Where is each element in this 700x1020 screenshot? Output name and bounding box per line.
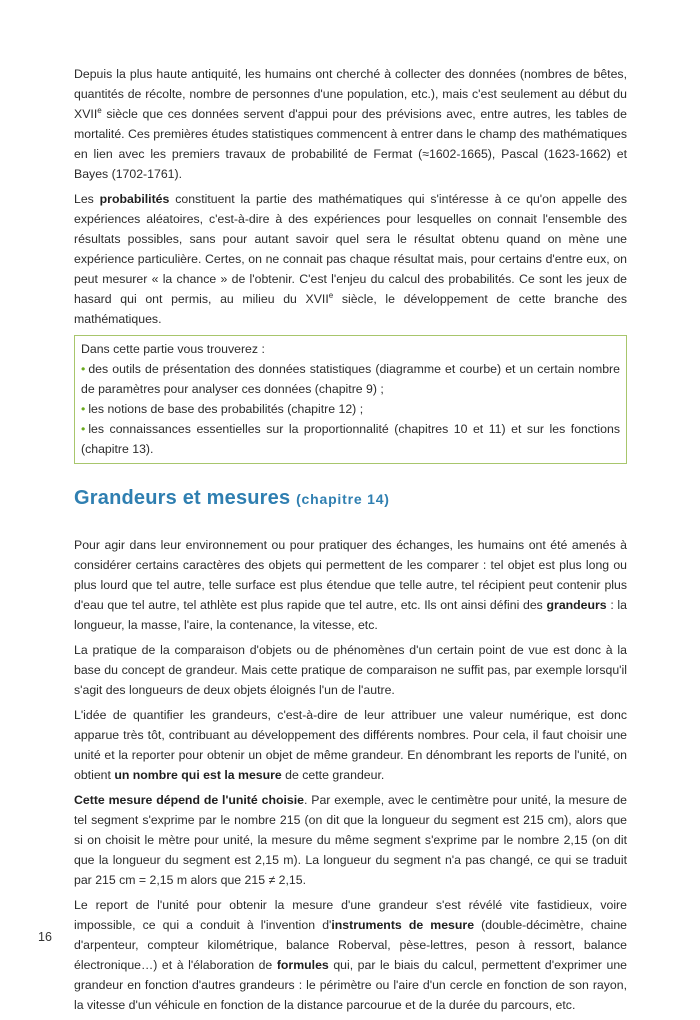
section-heading — [74, 485, 627, 512]
summary-box-lead: Dans cette partie vous trouverez : — [81, 342, 265, 356]
text: Le report de l'unité pour obtenir la mesure d'une grandeur s'est révélé vite fastidieux, voire impossible, ce qui a conduit à l'invention d' — [74, 898, 627, 932]
text: L'idée de quantifier les grandeurs, c'est-à-dire de leur attribuer une valeur numérique, est donc apparue très tôt, contribuant au développement des différents nombres. Pour cela, il faut choisir une unité et la reporter pour obtenir un objet de même grandeur. En dénombrant les reports de l'unité, on obtient — [74, 708, 627, 782]
text: constituent la partie des mathématiques qui s'intéresse à ce qu'on appelle des expériences aléatoires, c'est-à-dire à des expériences pour lesquelles on connait l'ensemble des résultats possibles, sans pour autant savoir quel sera le résultat obtenu quand on mène une expérience particulière. Certes, on ne connait pas chaque résultat mais, pour certains d'entre eux, on peut mesurer « la chance » de l'obtenir. C'est l'enjeu du calcul des probabilités. Ce sont les jeux de hasard qui ont permis, au milieu du XVII — [74, 192, 627, 306]
text: de cette grandeur. — [281, 768, 385, 782]
intro-paragraph-1 — [74, 64, 627, 184]
body-paragraph-4 — [74, 790, 627, 890]
summary-item-text: les connaissances essentielles sur la proportionnalité (chapitres 10 et 11) et sur les fonctions (chapitre 13). — [81, 422, 620, 456]
section-title: Grandeurs et mesures — [74, 487, 291, 509]
summary-item-text: des outils de présentation des données statistiques (diagramme et courbe) et un certain nombre de paramètres pour analyser ces données (chapitre 9) ; — [81, 362, 620, 396]
bullet-icon: • — [81, 362, 86, 376]
body-paragraph-5 — [74, 895, 627, 1015]
keyword-unite: Cette mesure dépend de l'unité choisie — [74, 793, 304, 807]
bullet-icon: • — [81, 422, 86, 436]
section-subtitle: (chapitre 14) — [296, 491, 390, 507]
keyword-instruments: instruments de mesure — [331, 918, 475, 932]
text: (double-décimètre, chaine d'arpenteur, compteur kilométrique, balance Roberval, pèse-lettres, peson à ressort, balance électronique…) et à l'élaboration de — [74, 918, 627, 972]
keyword-formules: formules — [276, 958, 329, 972]
text: Depuis la plus haute antiquité, les humains ont cherché à collecter des données (nombres de bêtes, quantités de récolte, nombre de personnes d'une population, etc.), mais c'est seulement au début du XVII — [74, 67, 627, 121]
text: : la longueur, la masse, l'aire, la contenance, la vitesse, etc. — [74, 598, 627, 632]
superscript: e — [328, 290, 334, 300]
text: qui, par le biais du calcul, permettent d'exprimer une grandeur en fonction d'autres grandeurs : le périmètre ou l'aire d'un cercle en fonction de son rayon, la vitesse d'un véhicule en fonction de la distance parcourue et de la durée du parcours, etc. — [74, 958, 627, 1012]
bullet-icon: • — [81, 402, 86, 416]
keyword-grandeurs: grandeurs — [546, 598, 607, 612]
body-paragraph-3 — [74, 705, 627, 785]
text: siècle, le développement de cette branche des mathématiques. — [74, 292, 627, 326]
body-paragraph-2: La pratique de la comparaison d'objets ou de phénomènes d'un certain point de vue est donc à la base du concept de grandeur. Mais cette pratique de comparaison ne suffit pas, par exemple lorsqu'il s'agit des longueurs de deux objets éloignés l'un de l'autre. — [74, 643, 627, 697]
summary-box-item — [81, 359, 620, 399]
page-number: 16 — [38, 930, 52, 944]
text: . Par exemple, avec le centimètre pour unité, la mesure de tel segment s'exprime par le nombre 215 (on dit que la longueur du segment est 215 cm), alors que si on choisit le mètre pour unité, la mesure du même segment s'exprime par le nombre 2,15 (on dit que la longueur du segment est 2,15 m). La longueur du segment n'a pas changé, ce qui se traduit par 215 cm = 2,15 m alors que 215 ≠ 2,15. — [74, 793, 627, 887]
summary-box-item — [81, 399, 620, 419]
body-paragraph-1 — [74, 535, 627, 635]
summary-box-item — [81, 419, 620, 459]
summary-item-text: les notions de base des probabilités (chapitre 12) ; — [88, 402, 364, 416]
keyword-probabilites: probabilités — [99, 192, 170, 206]
text: Les — [74, 192, 100, 206]
text: Pour agir dans leur environnement ou pour pratiquer des échanges, les humains ont été amenés à considérer certains caractères des objets qui permettent de les comparer : tel objet est plus long ou plus lourd que tel autre, telle surface est plus étendue que telle autre, tel récipient peut contenir plus d'eau que tel autre, tel athlète est plus rapide que tel autre, etc. Ils ont ainsi défini des — [74, 538, 627, 612]
superscript: e — [97, 105, 102, 115]
page-content — [74, 64, 627, 1020]
keyword-mesure: un nombre qui est la mesure — [114, 768, 282, 782]
text: siècle que ces données servent d'appui pour des prévisions avec, entre autres, les tables de mortalité. Ces premières études statistiques commencent à entrer dans le champ des mathématiques en lien avec les premiers travaux de probabilité de Fermat (≈1602-1665), Pascal (1623-1662) et Bayes (1702-1761). — [74, 107, 627, 181]
intro-paragraph-2 — [74, 189, 627, 329]
summary-box — [74, 335, 627, 464]
